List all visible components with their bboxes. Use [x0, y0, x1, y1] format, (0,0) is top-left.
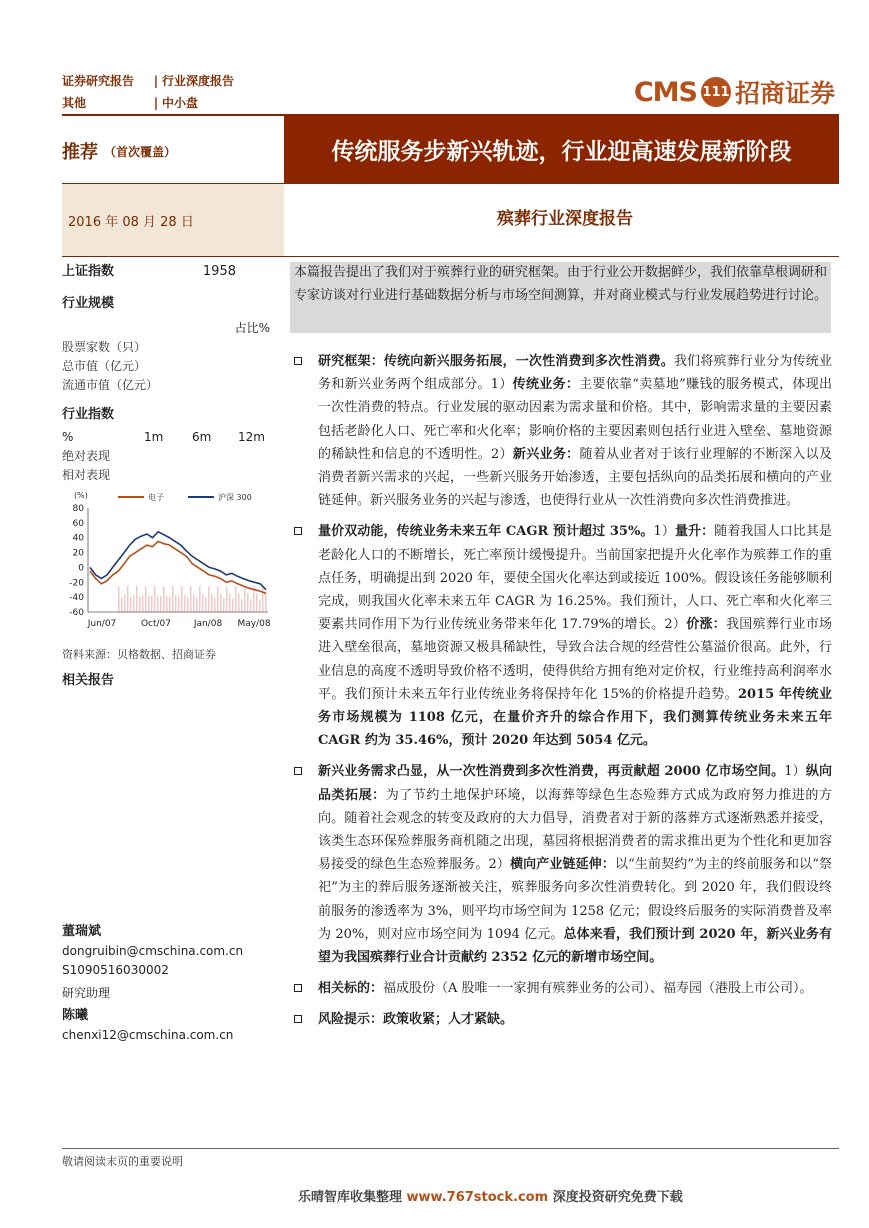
report-type: 证券研究报告 — [62, 74, 135, 88]
checkbox-bullet-icon — [294, 767, 302, 775]
volume-bar — [196, 597, 198, 612]
volume-bar — [169, 596, 171, 612]
footer-divider — [62, 1148, 839, 1149]
report-subtitle: 殡葬行业深度报告 — [497, 209, 633, 229]
scale-item: 总市值（亿元） — [62, 359, 147, 373]
analyst-cert: S1090516030002 — [62, 963, 169, 977]
volume-bar — [178, 597, 180, 612]
volume-bar — [124, 595, 126, 612]
rating-main: 推荐 — [62, 142, 98, 163]
y-axis-label: (%) — [74, 491, 88, 500]
watermark — [298, 1186, 683, 1205]
volume-bar — [238, 593, 240, 612]
volume-bar — [214, 598, 216, 612]
bullet-item — [292, 520, 832, 752]
x-tick-label: Oct/07 — [140, 619, 172, 629]
bullet-item — [292, 350, 832, 512]
bullet-lead: 研究框架：传统向新兴服务拓展，一次性消费到多次性消费。 — [318, 354, 674, 369]
bullet-bold: 价涨： — [686, 617, 727, 633]
report-date: 2016 年 08 月 28 日 — [62, 184, 284, 256]
perf-col: 1m — [144, 430, 164, 444]
volume-bar — [235, 586, 237, 612]
volume-bar — [142, 596, 144, 612]
bullet-bold: 新兴业务： — [512, 446, 580, 462]
logo-cn-text: 招商证券 — [734, 79, 835, 108]
bullet-item — [292, 760, 832, 969]
volume-bar — [205, 598, 207, 612]
cms-logo — [634, 72, 835, 112]
volume-bar — [163, 586, 165, 612]
bullet-text: 福成股份（A 股唯一一家拥有殡葬业务的公司）、福寿园（港股上市公司）。 — [383, 981, 813, 997]
watermark-post: 深度投资研究免费下载 — [548, 1190, 683, 1205]
volume-bar — [175, 595, 177, 612]
report-title: 传统服务步新兴轨迹，行业迎高速发展新阶段 — [284, 115, 839, 183]
volume-bar — [187, 597, 189, 612]
checkbox-bullet-icon — [294, 1015, 302, 1023]
perf-row-label: 绝对表现 — [62, 449, 111, 463]
volume-bar — [262, 586, 264, 612]
index-performance-chart — [62, 488, 274, 636]
share-header: 占比% — [234, 321, 270, 335]
volume-bar — [151, 596, 153, 612]
x-tick-label: May/08 — [237, 619, 271, 629]
index-value: 1958 — [202, 264, 236, 279]
bullet-lead: 新兴业务需求凸显，从一次性消费到多次性消费，再贡献超 2000 亿市场空间。 — [318, 764, 785, 780]
volume-bar — [172, 586, 174, 612]
logo-cms-text: CMS — [633, 76, 697, 108]
volume-bar — [259, 600, 261, 612]
volume-bar — [133, 595, 135, 612]
bullet-item — [292, 977, 832, 1000]
separator: | — [153, 96, 159, 110]
bullet-bold: 传统业务： — [512, 377, 580, 393]
watermark-pre: 乐晴智库收集整理 — [298, 1190, 407, 1205]
related-reports-label: 相关报告 — [62, 673, 115, 688]
volume-bar — [130, 597, 132, 612]
logo-mark-icon: 111 — [701, 77, 731, 107]
analyst-email[interactable]: chenxi12@cmschina.com.cn — [62, 1027, 234, 1042]
index-label: 上证指数 — [62, 264, 115, 279]
bullet-text: 以“生前契约”为主的终前服务和以“祭祀”为主的葬后服务逐渐被关注，殡葬服务向多次性消费转化。到 2020 年，我们假设终前服务的渗透率为 3%，则平均市场空间为 1258 亿元；假设终后服务的实际消费普及率为 20%，则对应市场空间为 1094 亿元。 — [318, 857, 832, 942]
board-label: 中小盘 — [162, 96, 199, 110]
analyst-block — [62, 922, 243, 1045]
series-line — [90, 532, 266, 590]
volume-bar — [232, 599, 234, 612]
perf-col: % — [62, 430, 74, 444]
bullet-text: 为了节约土地保护环境，以海葬等绿色生态殓葬方式成为政府努力推进的方向。随着社会观念的转变及政府的大力倡导，消费者对于新的落葬方式逐渐熟悉并接受，该类生态环保殓葬服务商机随之出现，墓园将根据消费者的需求推出更为个性化和更加容易接受的绿色生态殓葬服务。2） — [318, 787, 832, 873]
volume-bar — [157, 596, 159, 612]
index-perf-label: 行业指数 — [62, 407, 115, 422]
series-line — [90, 541, 266, 593]
volume-bar — [250, 599, 252, 612]
analyst-name: 陈曦 — [62, 1008, 89, 1023]
bullet-bold: 量升： — [674, 524, 715, 540]
x-tick-label: Jun/07 — [87, 619, 117, 629]
assistant-label: 研究助理 — [62, 985, 111, 1000]
bullet-bold: 总体来看，我们预计到 2020 年，新兴业务有望为我国殡葬行业合计贡献约 2352 亿元的新增市场空间。 — [318, 926, 832, 966]
x-tick-label: Jan/08 — [193, 619, 223, 629]
y-tick-label: -20 — [69, 578, 84, 589]
sector-label: 其他 — [62, 96, 87, 110]
volume-bar — [217, 586, 219, 612]
bullet-bold: 横向产业链延伸： — [510, 857, 616, 873]
volume-bar — [223, 598, 225, 612]
chart-source: 资料来源：贝格数据、招商证券 — [62, 648, 216, 661]
bullet-lead: 相关标的： — [318, 981, 384, 997]
chart-svg — [62, 488, 274, 636]
volume-bar — [145, 586, 147, 612]
volume-bar — [211, 594, 213, 612]
y-tick-label: 40 — [72, 533, 84, 544]
report-category-labels — [62, 70, 234, 114]
volume-bar — [160, 596, 162, 612]
scale-item: 流通市值（亿元） — [62, 378, 159, 392]
volume-bar — [247, 593, 249, 612]
volume-bar — [127, 586, 129, 612]
footer-note: 敬请阅读末页的重要说明 — [62, 1155, 183, 1168]
y-tick-label: 20 — [72, 548, 84, 559]
volume-bar — [190, 586, 192, 612]
volume-bar — [139, 597, 141, 612]
subtitle-divider — [62, 256, 839, 257]
bullet-text: 我国殡葬行业市场进入壁垒很高，墓地资源又极具稀缺性，导致合法合规的经营性公墓溢价很高。此外，行业信息的高度不透明导致价格不透明，使得供给方拥有绝对定价权，行业维持高利润率水平。我们预计未来五年行业传统业务将保持年化 15%的价格提升趋势。 — [318, 617, 832, 702]
volume-bar — [166, 596, 168, 612]
scale-label: 行业规模 — [62, 296, 115, 311]
checkbox-bullet-icon — [294, 984, 302, 992]
bullet-text: 随着从业者对于该行业理解的不断深入以及消费者新兴需求的兴起，一些新兴服务开始渗透，主要包括纵向的品类拓展和横向的产业链延伸。新兴服务业务的兴起与渗透，也使得行业从一次性消费向多次性消费推进。 — [318, 446, 832, 509]
bullet-text: 主要依靠“卖墓地”赚钱的服务模式，体现出一次性消费的特点。行业发展的驱动因素为需求量和价格。其中，影响需求量的主要因素包括老龄化人口、死亡率和火化率；影响价格的主要因素则包括行业进入壁垒、墓地资源的稀缺性和信息的不透明性。2） — [318, 377, 832, 462]
volume-bar — [184, 595, 186, 612]
bullet-text: 1） — [653, 524, 675, 540]
legend-label: 电子 — [148, 493, 164, 502]
y-tick-label: 60 — [72, 518, 84, 529]
volume-bar — [148, 596, 150, 612]
perf-row-label: 相对表现 — [62, 468, 111, 482]
bullet-item — [292, 1008, 832, 1031]
y-tick-label: 0 — [78, 563, 84, 574]
volume-bar — [136, 586, 138, 612]
perf-col: 12m — [238, 430, 265, 444]
bullet-lead: 量价双动能，传统业务未来五年 CAGR 预计超过 35%。 — [318, 524, 654, 540]
legend-label: 沪深 300 — [218, 493, 252, 502]
volume-bar — [181, 586, 183, 612]
report-kind: 行业深度报告 — [162, 74, 235, 88]
summary-text: 本篇报告提出了我们对于殡葬行业的研究框架。由于行业公开数据鲜少，我们依靠草根调研和专家访谈对行业进行基础数据分析与市场空间测算，并对商业模式与行业发展趋势进行讨论。 — [294, 265, 828, 303]
bullet-lead: 风险提示：政策收紧；人才紧缺。 — [318, 1012, 514, 1028]
y-tick-label: -60 — [69, 608, 84, 618]
bullet-text: 1） — [784, 764, 806, 780]
checkbox-bullet-icon — [294, 357, 302, 365]
volume-bar — [265, 593, 267, 612]
volume-bar — [244, 586, 246, 612]
separator: | — [153, 74, 159, 88]
y-tick-label: 80 — [72, 504, 84, 514]
summary-box — [290, 262, 831, 333]
perf-header-row — [62, 427, 270, 447]
volume-bar — [193, 595, 195, 612]
volume-bar — [154, 586, 156, 612]
rating-block — [62, 120, 284, 182]
volume-bar — [229, 594, 231, 612]
checkbox-bullet-icon — [294, 527, 302, 535]
volume-bar — [220, 594, 222, 612]
key-points — [292, 350, 832, 1040]
analyst-email[interactable]: dongruibin@cmschina.com.cn — [62, 943, 244, 958]
rating-sub: （首次覆盖） — [104, 144, 177, 159]
sidebar — [62, 262, 270, 485]
volume-bar — [202, 595, 204, 612]
volume-bar — [256, 593, 258, 612]
y-tick-label: -40 — [69, 593, 84, 604]
volume-bar — [241, 599, 243, 612]
bullet-text: 我们将殡葬行业分为传统业务和新兴业务两个组成部分。1） — [318, 354, 832, 393]
scale-item: 股票家数（只） — [62, 340, 147, 354]
volume-bar — [118, 586, 120, 612]
watermark-url[interactable]: www.767stock.com — [406, 1190, 549, 1205]
bullet-bold: 纵向品类拓展： — [318, 764, 832, 803]
bullet-text: 随着我国人口比其是老龄化人口的不断增长，死亡率预计缓慢提升。当前国家把提升火化率作为殡葬工作的重点任务，明确提出到 2020 年，要使全国火化率达到或接近 100%。假设该任务能够顺利完成，则我国火化率未来五年 CAGR 为 16.25%。我们预计，人口、死亡率和火化率三要素共同作用下为行业传统业务带来年化 17.79%的增长。2） — [318, 524, 832, 633]
bullet-bold: 2015 年传统业务市场规模为 1108 亿元，在量价齐升的综合作用下，我们测算传统业务未来五年 CAGR 约为 35.46%，预计 2020 年达到 5054 亿元。 — [318, 686, 832, 749]
analyst-name: 董瑞斌 — [62, 924, 102, 939]
volume-bar — [199, 586, 201, 612]
perf-col: 6m — [192, 430, 212, 444]
volume-bar — [121, 597, 123, 612]
volume-bar — [208, 586, 210, 612]
volume-bar — [226, 586, 228, 612]
